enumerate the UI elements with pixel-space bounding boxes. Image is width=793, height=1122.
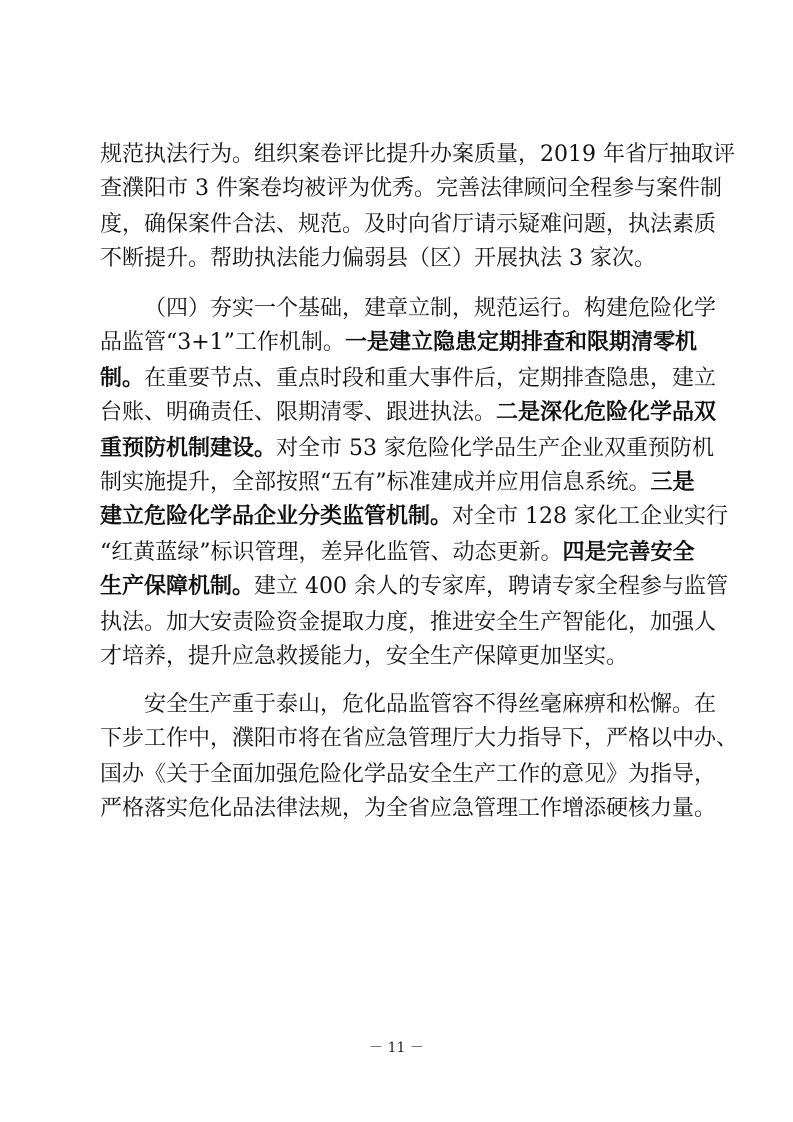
text-run: 国办《关于全面加强危险化学品安全生产工作的意见》为指导，	[100, 762, 717, 787]
text-line	[100, 466, 694, 500]
text-line	[100, 758, 717, 792]
text-line	[100, 722, 739, 756]
bold-text-run: 生产保障机制。	[100, 574, 255, 599]
text-line	[100, 792, 717, 826]
text-run: 建立 400 余人的专家库，聘请专家全程参与监管	[254, 574, 728, 599]
page-number: － 11 －	[369, 1040, 424, 1056]
text-run: 执法。加大安责险资金提取力度，推进安全生产智能化，加强人	[100, 610, 717, 635]
text-line	[144, 292, 717, 326]
text-run: 品监管“3+1”工作机制。	[100, 330, 345, 355]
text-line	[100, 208, 717, 242]
text-line	[100, 640, 694, 674]
text-run: 下步工作中，濮阳市将在省应急管理厅大力指导下，严格以中办、	[100, 726, 739, 751]
text-line	[100, 500, 728, 534]
text-run: 安全生产重于泰山，危化品监管容不得丝毫麻痹和松懈。在	[144, 692, 717, 717]
text-line	[100, 138, 735, 172]
text-run: “红黄蓝绿”标识管理，差异化监管、动态更新。	[100, 540, 563, 565]
text-run: 严格落实危化品法律法规，为全省应急管理工作增添硬核力量。	[100, 796, 717, 821]
text-run: 查濮阳市 3 件案卷均被评为优秀。完善法律顾问全程参与案件制	[100, 176, 722, 201]
text-line	[100, 536, 694, 570]
text-run: 规范执法行为。组织案卷评比提升办案质量，2019 年省厅抽取评	[100, 142, 735, 167]
text-run: （四）夯实一个基础，建章立制，规范运行。构建危险化学	[144, 296, 717, 321]
text-line	[100, 326, 697, 360]
text-line	[100, 606, 717, 640]
text-run: 度，确保案件合法、规范。及时向省厅请示疑难问题，执法素质	[100, 212, 717, 237]
bold-text-run: 三是	[650, 470, 695, 495]
bold-text-run: 制。	[100, 366, 145, 391]
text-line	[100, 242, 694, 276]
text-line	[100, 172, 722, 206]
text-run: 制实施提升，全部按照“五有”标准建成并应用信息系统。	[100, 470, 651, 495]
text-run: 不断提升。帮助执法能力偏弱县（区）开展执法 3 家次。	[100, 246, 656, 271]
bold-text-run: 建立危险化学品企业分类监管机制。	[100, 504, 453, 529]
text-run: 对全市 128 家化工企业实行	[452, 504, 728, 529]
bold-text-run: 重预防机制建设。	[100, 436, 277, 461]
text-run: 在重要节点、重点时段和重大事件后，定期排查隐患，建立	[144, 366, 717, 391]
bold-text-run: 四是完善安全	[562, 540, 695, 565]
text-line	[100, 432, 714, 466]
text-line	[144, 688, 717, 722]
text-line	[100, 570, 728, 604]
text-line	[100, 396, 717, 430]
text-run: 对全市 53 家危险化学品生产企业双重预防机	[276, 436, 714, 461]
text-run: 台账、明确责任、限期清零、跟进执法。	[100, 400, 497, 425]
bold-text-run: 一是建立隐患定期排查和限期清零机	[344, 330, 697, 355]
text-run: 才培养，提升应急救援能力，安全生产保障更加坚实。	[100, 644, 629, 669]
text-line	[100, 362, 717, 396]
bold-text-run: 二是深化危险化学品双	[496, 400, 717, 425]
